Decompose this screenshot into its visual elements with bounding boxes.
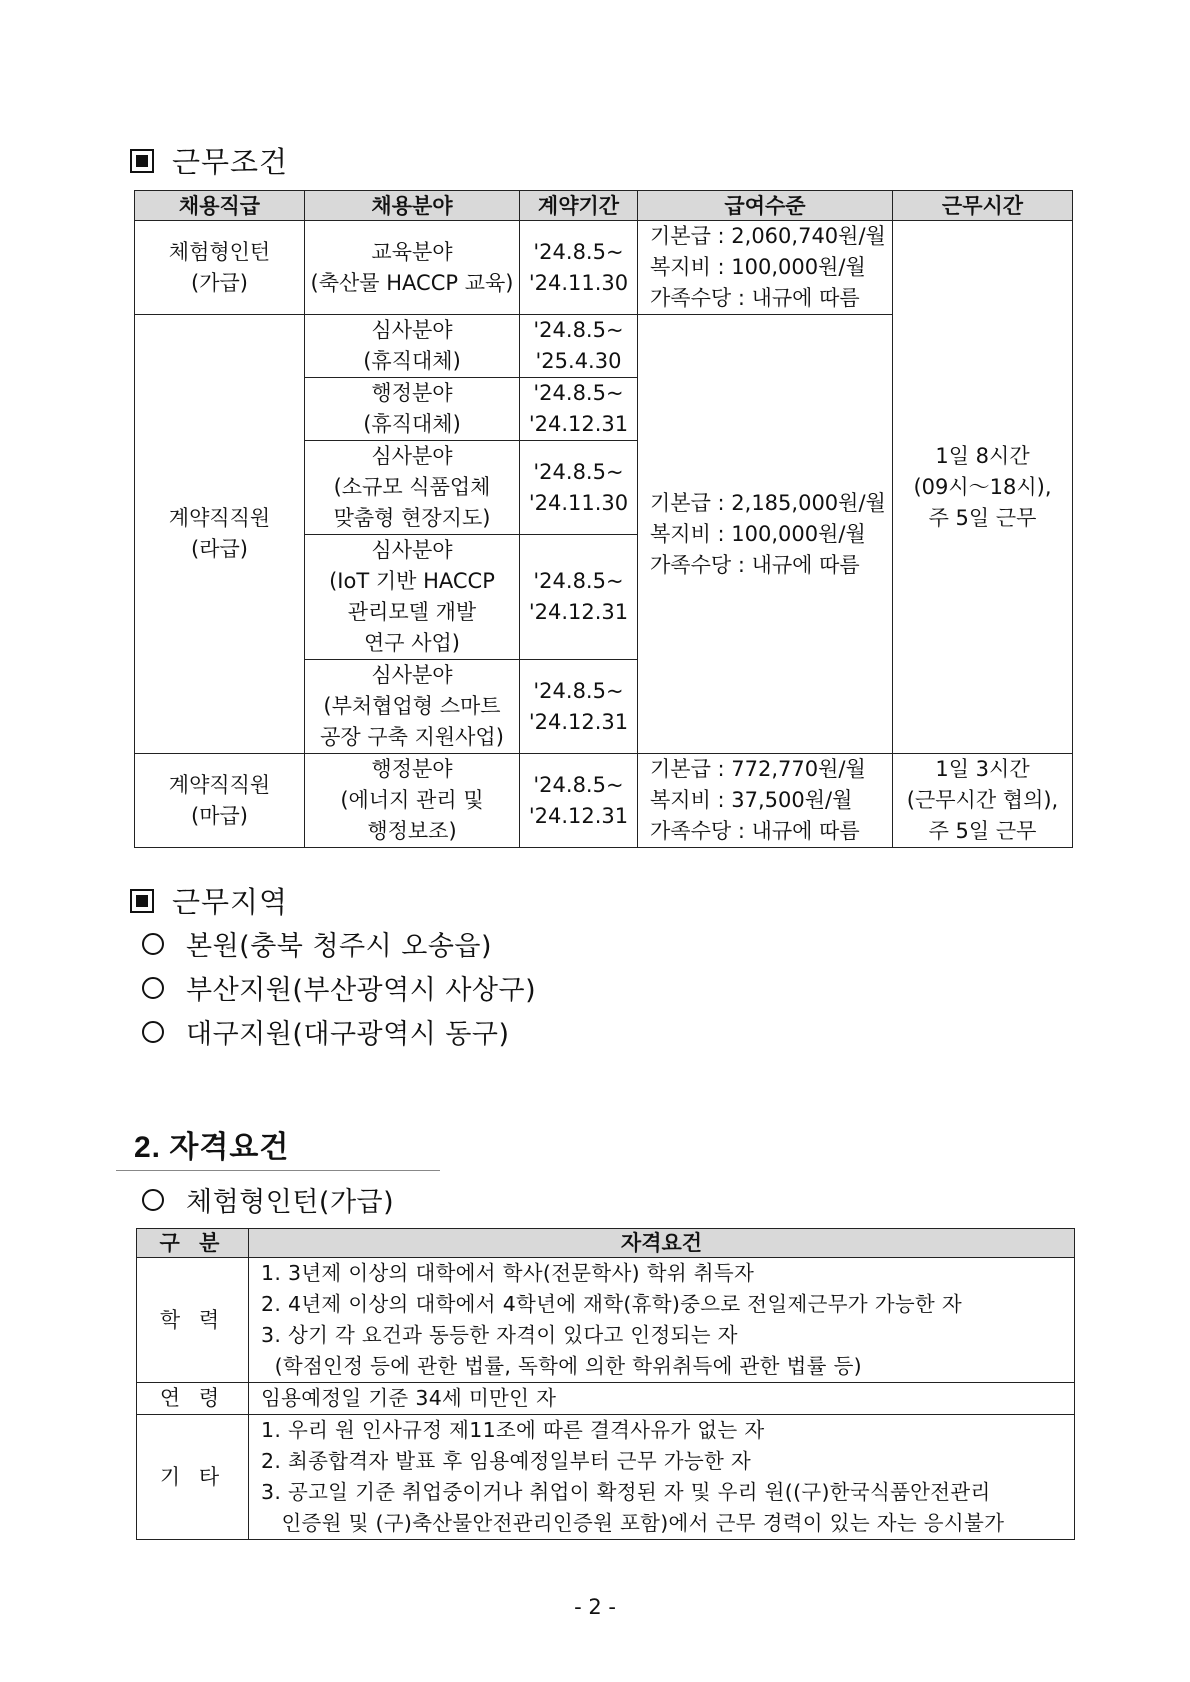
filled-square-bullet-icon xyxy=(130,149,154,173)
location-item xyxy=(142,1012,510,1051)
requirement-line: 1. 3년제 이상의 대학에서 학사(전문학사) 학위 취득자 xyxy=(261,1261,755,1285)
intern-grade: 체험형인턴 (가급) xyxy=(135,221,305,315)
requirement-line: 1. 우리 원 인사규정 제11조에 따른 결격사유가 없는 자 xyxy=(261,1418,765,1442)
header-hours: 근무시간 xyxy=(893,191,1073,221)
filled-square-bullet-icon xyxy=(130,889,154,913)
contract-ma-grade: 계약직직원 (마급) xyxy=(135,754,305,848)
requirement-line: 인증원 및 (구)축산물안전관리인증원 포함)에서 근무 경력이 있는 자는 응시불가 xyxy=(261,1511,1005,1535)
location-item xyxy=(142,924,492,963)
heading-underline xyxy=(116,1170,440,1171)
work-location-title: 근무지역 xyxy=(172,885,289,919)
etc-requirements xyxy=(249,1415,1075,1540)
ra-row-period: '24.8.5~ '24.11.30 xyxy=(520,441,638,535)
ra-row-period: '24.8.5~ '24.12.31 xyxy=(520,660,638,754)
requirement-line: 2. 최종합격자 발표 후 임용예정일부터 근무 가능한 자 xyxy=(261,1449,752,1473)
intern-field: 교육분야 (축산물 HACCP 교육) xyxy=(305,221,520,315)
age-requirement: 임용예정일 기준 34세 미만인 자 xyxy=(249,1383,1075,1415)
ra-row-field: 심사분야 (IoT 기반 HACCP 관리모델 개발 연구 사업) xyxy=(305,535,520,660)
qualifications-table xyxy=(136,1228,1075,1540)
location-text: 본원(충북 청주시 오송읍) xyxy=(186,931,493,962)
contract-ma-field: 행정분야 (에너지 관리 및 행정보조) xyxy=(305,754,520,848)
contract-ra-grade: 계약직직원 (라급) xyxy=(135,315,305,754)
ra-row-field: 심사분야 (소규모 식품업체 맞춤형 현장지도) xyxy=(305,441,520,535)
subheading-text: 체험형인턴(가급) xyxy=(186,1187,395,1218)
requirement-line: 2. 4년제 이상의 대학에서 4학년에 재학(휴학)중으로 전일제근무가 가능한 자 xyxy=(261,1292,962,1316)
ra-row-period: '24.8.5~ '24.12.31 xyxy=(520,378,638,441)
requirement-line: 3. 공고일 기준 취업중이거나 취업이 확정된 자 및 우리 원((구)한국식품안전관리 xyxy=(261,1480,991,1504)
header-category: 구 분 xyxy=(137,1229,249,1258)
ra-row-period: '24.8.5~ '24.12.31 xyxy=(520,535,638,660)
circle-bullet-icon xyxy=(142,933,164,955)
ra-row-field: 심사분야 (부처협업형 스마트 공장 구축 지원사업) xyxy=(305,660,520,754)
education-requirements xyxy=(249,1258,1075,1383)
work-hours-main: 1일 8시간 (09시～18시), 주 5일 근무 xyxy=(893,221,1073,754)
circle-bullet-icon xyxy=(142,977,164,999)
age-label: 연 령 xyxy=(137,1383,249,1415)
qualifications-heading xyxy=(134,1122,289,1166)
location-text: 부산지원(부산광역시 사상구) xyxy=(186,975,537,1006)
work-conditions-table xyxy=(134,190,1073,848)
ra-row-period: '24.8.5~ '25.4.30 xyxy=(520,315,638,378)
location-item xyxy=(142,968,536,1007)
page-number: - 2 - xyxy=(574,1595,616,1619)
work-conditions-heading xyxy=(130,140,288,181)
work-conditions-title: 근무조건 xyxy=(172,145,289,179)
education-label: 학 력 xyxy=(137,1258,249,1383)
requirement-line: (학점인정 등에 관한 법률, 독학에 의한 학위취득에 관한 법률 등) xyxy=(261,1354,862,1378)
circle-bullet-icon xyxy=(142,1021,164,1043)
etc-label: 기 타 xyxy=(137,1415,249,1540)
location-text: 대구지원(대구광역시 동구) xyxy=(186,1019,510,1050)
header-grade: 채용직급 xyxy=(135,191,305,221)
circle-bullet-icon xyxy=(142,1189,164,1211)
contract-ma-hours: 1일 3시간 (근무시간 협의), 주 5일 근무 xyxy=(893,754,1073,848)
contract-ra-salary: 기본급 : 2,185,000원/월 복지비 : 100,000원/월 가족수당 : 내규에 따름 xyxy=(638,315,893,754)
intern-period: '24.8.5~ '24.11.30 xyxy=(520,221,638,315)
contract-ma-period: '24.8.5~ '24.12.31 xyxy=(520,754,638,848)
header-field: 채용분야 xyxy=(305,191,520,221)
section-number: 2. xyxy=(134,1131,162,1164)
ra-row-field: 심사분야 (휴직대체) xyxy=(305,315,520,378)
header-period: 계약기간 xyxy=(520,191,638,221)
ra-row-field: 행정분야 (휴직대체) xyxy=(305,378,520,441)
header-salary: 급여수준 xyxy=(638,191,893,221)
contract-ma-salary: 기본급 : 772,770원/월 복지비 : 37,500원/월 가족수당 : 내규에 따름 xyxy=(638,754,893,848)
work-location-heading xyxy=(130,880,288,921)
intern-salary: 기본급 : 2,060,740원/월 복지비 : 100,000원/월 가족수당 : 내규에 따름 xyxy=(638,221,893,315)
section-title: 자격요건 xyxy=(169,1131,290,1164)
header-requirements: 자격요건 xyxy=(249,1229,1075,1258)
intern-subheading xyxy=(142,1180,394,1219)
requirement-line: 3. 상기 각 요건과 동등한 자격이 있다고 인정되는 자 xyxy=(261,1323,738,1347)
